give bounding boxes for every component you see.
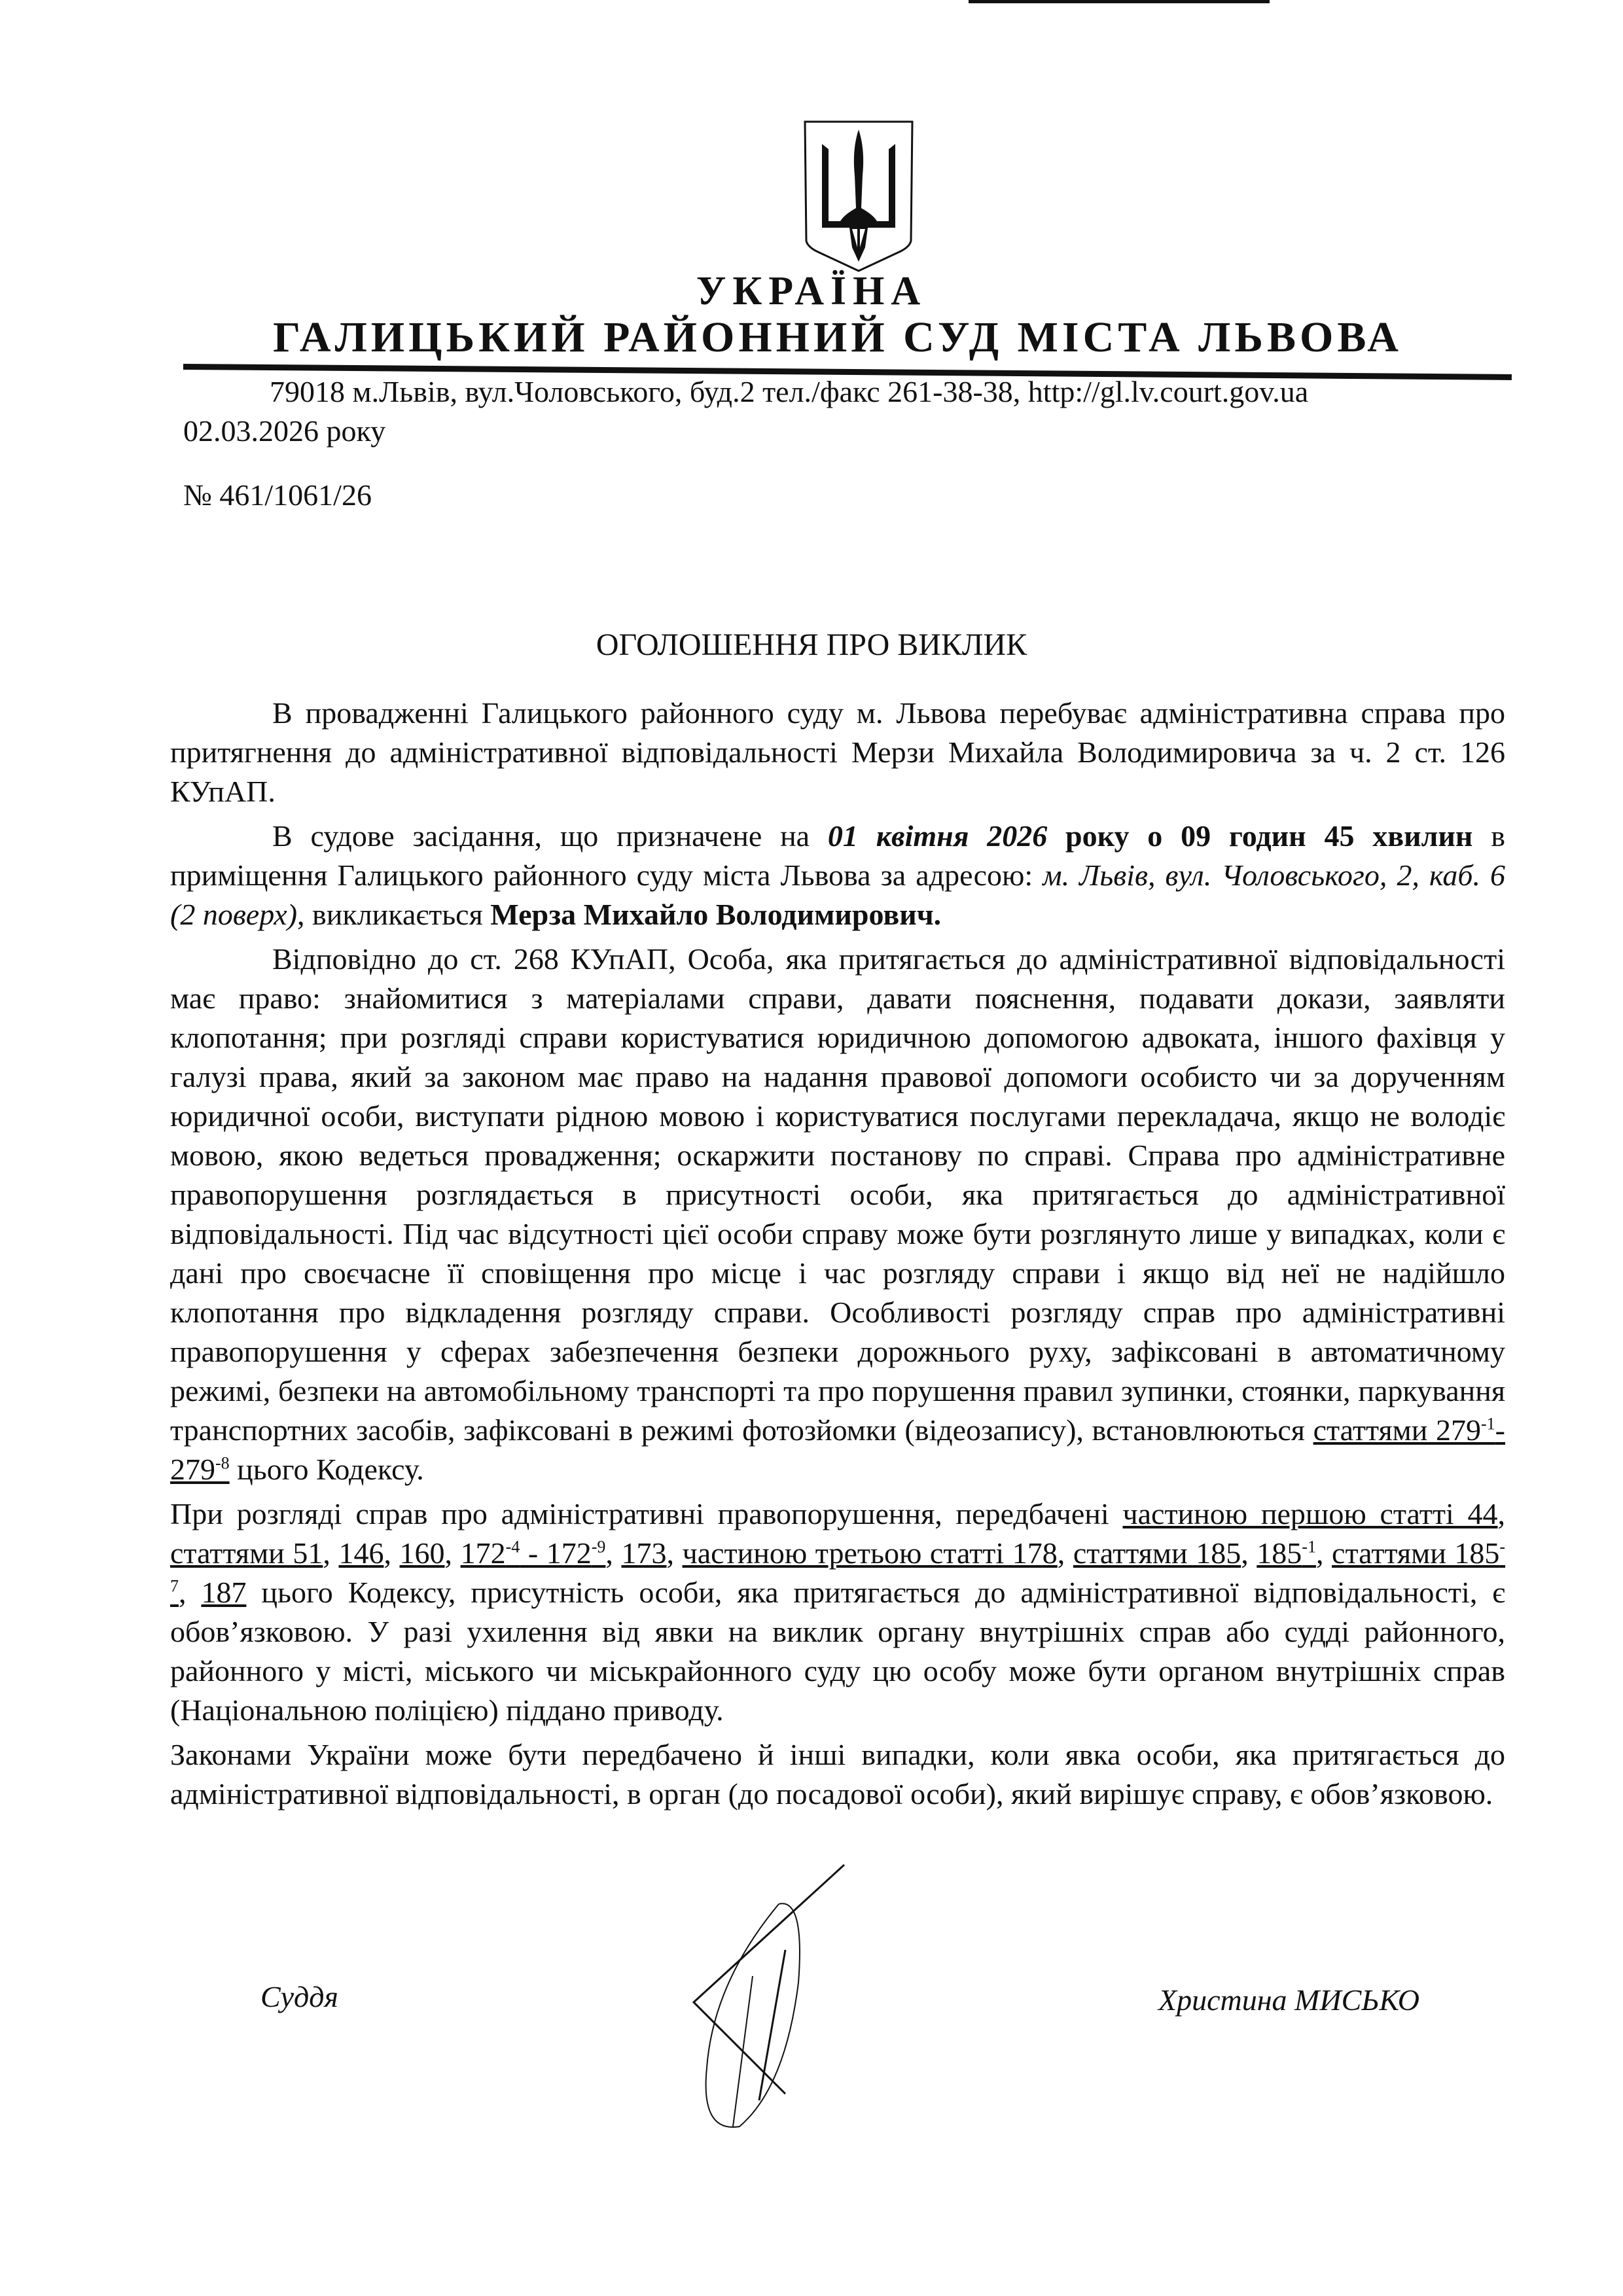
judge-label: Суддя (260, 1980, 338, 2013)
law-reference-link[interactable]: 173 (621, 1536, 667, 1570)
hearing-time: року о 09 годин 45 хвилин (1047, 819, 1473, 853)
law-reference-link[interactable]: 187 (201, 1576, 247, 1609)
sup: -1 (1481, 1414, 1495, 1434)
summoned-person: Мерза Михайло Володимирович. (490, 898, 942, 931)
law-reference-link[interactable] (1257, 1536, 1316, 1570)
text: При розгляді справ про адміністративні правопорушення, передбачені (170, 1497, 1123, 1530)
sup: -4 (505, 1537, 520, 1557)
judge-name: Христина МИСЬКО (1158, 1983, 1420, 2017)
handwritten-signature-icon (622, 1852, 870, 2133)
law-reference-link[interactable]: статтями 185 (1073, 1536, 1241, 1570)
paragraph-mandatory-presence: При розгляді справ про адміністративні правопорушення, передбачені частиною першою статті 44, статтями 51, 146, 160, $172^{-4} - 172^{-9}$, 173, частиною третьою статті 178, статтями 185, $185^{-1}$, статтями $185^{-7}$, 187 цього Кодексу, присутність особи, яка притягається до адміністративної відповідальності, є обов’язковою. У разі ухилення від явки на виклик органу внутрішніх справ або судді районного, районного у місті, міського чи міськрайонного суду цю особу може бути органом внутрішніх справ (Національною поліцією) піддано приводу. (170, 1497, 1506, 1727)
link-text: статтями 279 (1313, 1413, 1481, 1447)
hearing-address: м. Львів, вул. Чоловського, 2, каб. 6 (2 поверх) (170, 858, 1505, 931)
text: цього Кодексу, присутність особи, яка притягається до адміністративної відповідальності, є обов’язковою. У разі ухилення від явки на виклик органу внутрішніх справ або судді районного, районного у місті, міського чи міськрайонного суду цю особу може бути органом внутрішніх справ (Національною поліцією) піддано приводу. (170, 1576, 1505, 1727)
law-reference-link[interactable]: частиною третьою статті 178 (682, 1536, 1058, 1570)
scan-artifact-line (969, 0, 1270, 3)
link-text: - 172 (520, 1536, 592, 1570)
country-heading: УКРАЇНА (696, 269, 927, 313)
text: в приміщення Галицького районного суду міста Львова за адресою: (170, 819, 1505, 892)
law-reference-link[interactable]: частиною першою статті 44 (1122, 1497, 1498, 1530)
link-text: статтями 185 (1332, 1536, 1500, 1570)
sup: -8 (215, 1453, 230, 1473)
paragraph-hearing (170, 817, 1505, 934)
text: Відповідно до ст. 268 КУпАП, Особа, яка притягається до адміністративної відповідальності має право: знайомитися з матеріалами справи, давати пояснення, подавати докази, заявляти клопотання; при розгляді справи користуватися юридичною допомогою адвоката, іншого фахівця у галузі права, який за законом має право на надання правової допомоги особисто чи за дорученням юридичної особи, виступати рідною мовою і користуватися послугами перекладача, якщо не володіє мовою, якою ведеться провадження; оскаржити постанову по справі. Справа про адміністративне правопорушення розглядається в присутності особи, яка притягається до адміністративної відповідальності. Під час відсутності цієї особи справу може бути розглянуто лише у випадках, коли є дані про своєчасне її сповіщення про місце і час розгляду справи і якщо від неї не надійшло клопотання про відкладення розгляду справи. Особливості розгляду справ про адміністративні правопорушення у сферах забезпечення безпеки дорожнього руху, зафіксовані в автоматичному режимі, безпеки на автомобільному транспорті та про порушення правил зупинки, стоянки, паркування транспортних засобів, зафіксовані в режимі фотозйомки (відеозапису), встановлюються (170, 942, 1505, 1447)
court-address: 79018 м.Львів, вул.Чоловського, буд.2 тел./факс 261-38-38, http://gl.lv.court.gov.ua (270, 375, 1309, 408)
document-body (170, 694, 1505, 1819)
text: В судове засідання, що призначене на (272, 819, 828, 853)
text: цього Кодексу. (229, 1453, 424, 1486)
sup: -1 (1302, 1537, 1316, 1557)
court-name-heading: ГАЛИЦЬКИЙ РАЙОННИЙ СУД МІСТА ЛЬВОВА (273, 313, 1402, 361)
law-reference-link[interactable]: статтями 51 (170, 1536, 323, 1570)
hearing-date: 01 квітня 2026 (827, 819, 1048, 853)
law-reference-link[interactable]: 146 (338, 1536, 384, 1570)
sup: -7 (170, 1537, 1506, 1596)
case-number: № 461/1061/26 (183, 478, 372, 512)
law-reference-link[interactable] (461, 1536, 606, 1570)
sup: -9 (591, 1537, 606, 1557)
paragraph-rights (170, 940, 1505, 1489)
trident-coat-of-arms-icon (800, 116, 918, 274)
paragraph-case-info: В провадженні Галицького районного суду м. Львова перебуває адміністративна справа про притягнення до адміністративної відповідальності Мерзи Михайла Володимировича за ч. 2 ст. 126 КУпАП. (170, 696, 1505, 808)
link-text: -279 (170, 1413, 1505, 1486)
document-date: 02.03.2026 року (183, 414, 386, 448)
text: , викликається (297, 898, 491, 931)
document-title: ОГОЛОШЕННЯ ПРО ВИКЛИК (596, 627, 1027, 662)
link-text: 172 (460, 1536, 506, 1570)
paragraph-other-cases: Законами України може бути передбачено й інші випадки, коли явка особи, яка притягається до адміністративної відповідальності, в орган (до посадової особи), який вирішує справу, є обов’язковою. (170, 1738, 1505, 1810)
law-reference-link[interactable]: 160 (399, 1536, 445, 1570)
link-text: 185 (1257, 1536, 1302, 1570)
